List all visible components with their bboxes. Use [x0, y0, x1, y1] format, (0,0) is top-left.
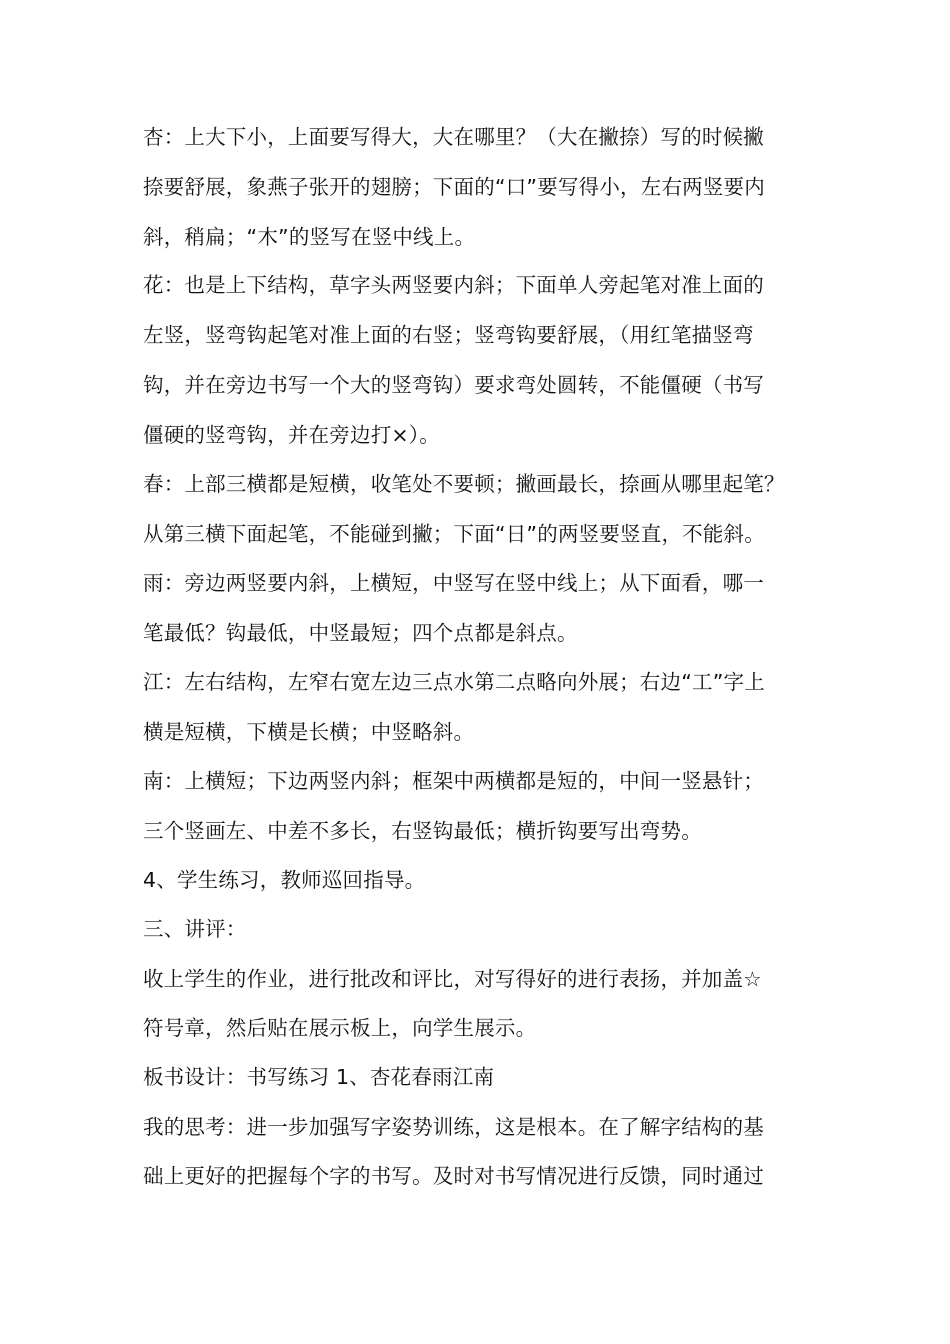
- text-line: 横是短横，下横是长横；中竖略斜。: [143, 720, 475, 744]
- text-line: 础上更好的把握每个字的书写。及时对书写情况进行反馈，同时通过: [143, 1164, 764, 1188]
- section-heading: 三、讲评：: [143, 917, 247, 941]
- text-line: 钩，并在旁边书写一个大的竖弯钩）要求弯处圆转，不能僵硬（书写: [143, 373, 764, 397]
- text-line: 花：也是上下结构，草字头两竖要内斜；下面单人旁起笔对准上面的: [143, 273, 764, 297]
- text-line: 三个竖画左、中差不多长，右竖钩最低；横折钩要写出弯势。: [143, 819, 702, 843]
- text-line: 笔最低？钩最低，中竖最短；四个点都是斜点。: [143, 621, 578, 645]
- text-line: 春：上部三横都是短横，收笔处不要顿；撇画最长，捺画从哪里起笔？: [143, 472, 785, 496]
- text-line: 杏：上大下小，上面要写得大，大在哪里？（大在撇捺）写的时候撇: [143, 125, 764, 149]
- text-line: 僵硬的竖弯钩，并在旁边打×）。: [143, 423, 440, 447]
- text-line: 江：左右结构，左窄右宽左边三点水第二点略向外展；右边“工”字上: [143, 670, 765, 694]
- text-line: 从第三横下面起笔，不能碰到撇；下面“日”的两竖要竖直，不能斜。: [143, 522, 765, 546]
- text-line: 板书设计：书写练习 1、杏花春雨江南: [143, 1065, 495, 1089]
- text-line: 雨：旁边两竖要内斜，上横短，中竖写在竖中线上；从下面看，哪一: [143, 571, 764, 595]
- text-line: 符号章，然后贴在展示板上，向学生展示。: [143, 1016, 537, 1040]
- text-line: 南：上横短；下边两竖内斜；框架中两横都是短的，中间一竖悬针；: [143, 769, 764, 793]
- text-line: 4、学生练习，教师巡回指导。: [143, 868, 426, 892]
- text-line: 我的思考：进一步加强写字姿势训练，这是根本。在了解字结构的基: [143, 1115, 764, 1139]
- text-line: 收上学生的作业，进行批改和评比，对写得好的进行表扬，并加盖☆: [143, 967, 762, 991]
- text-line: 斜，稍扁；“木”的竖写在竖中线上。: [143, 225, 476, 249]
- text-line: 捺要舒展，象燕子张开的翅膀；下面的“口”要写得小，左右两竖要内: [143, 175, 765, 199]
- text-line: 左竖，竖弯钩起笔对准上面的右竖；竖弯钩要舒展，（用红笔描竖弯: [143, 323, 754, 347]
